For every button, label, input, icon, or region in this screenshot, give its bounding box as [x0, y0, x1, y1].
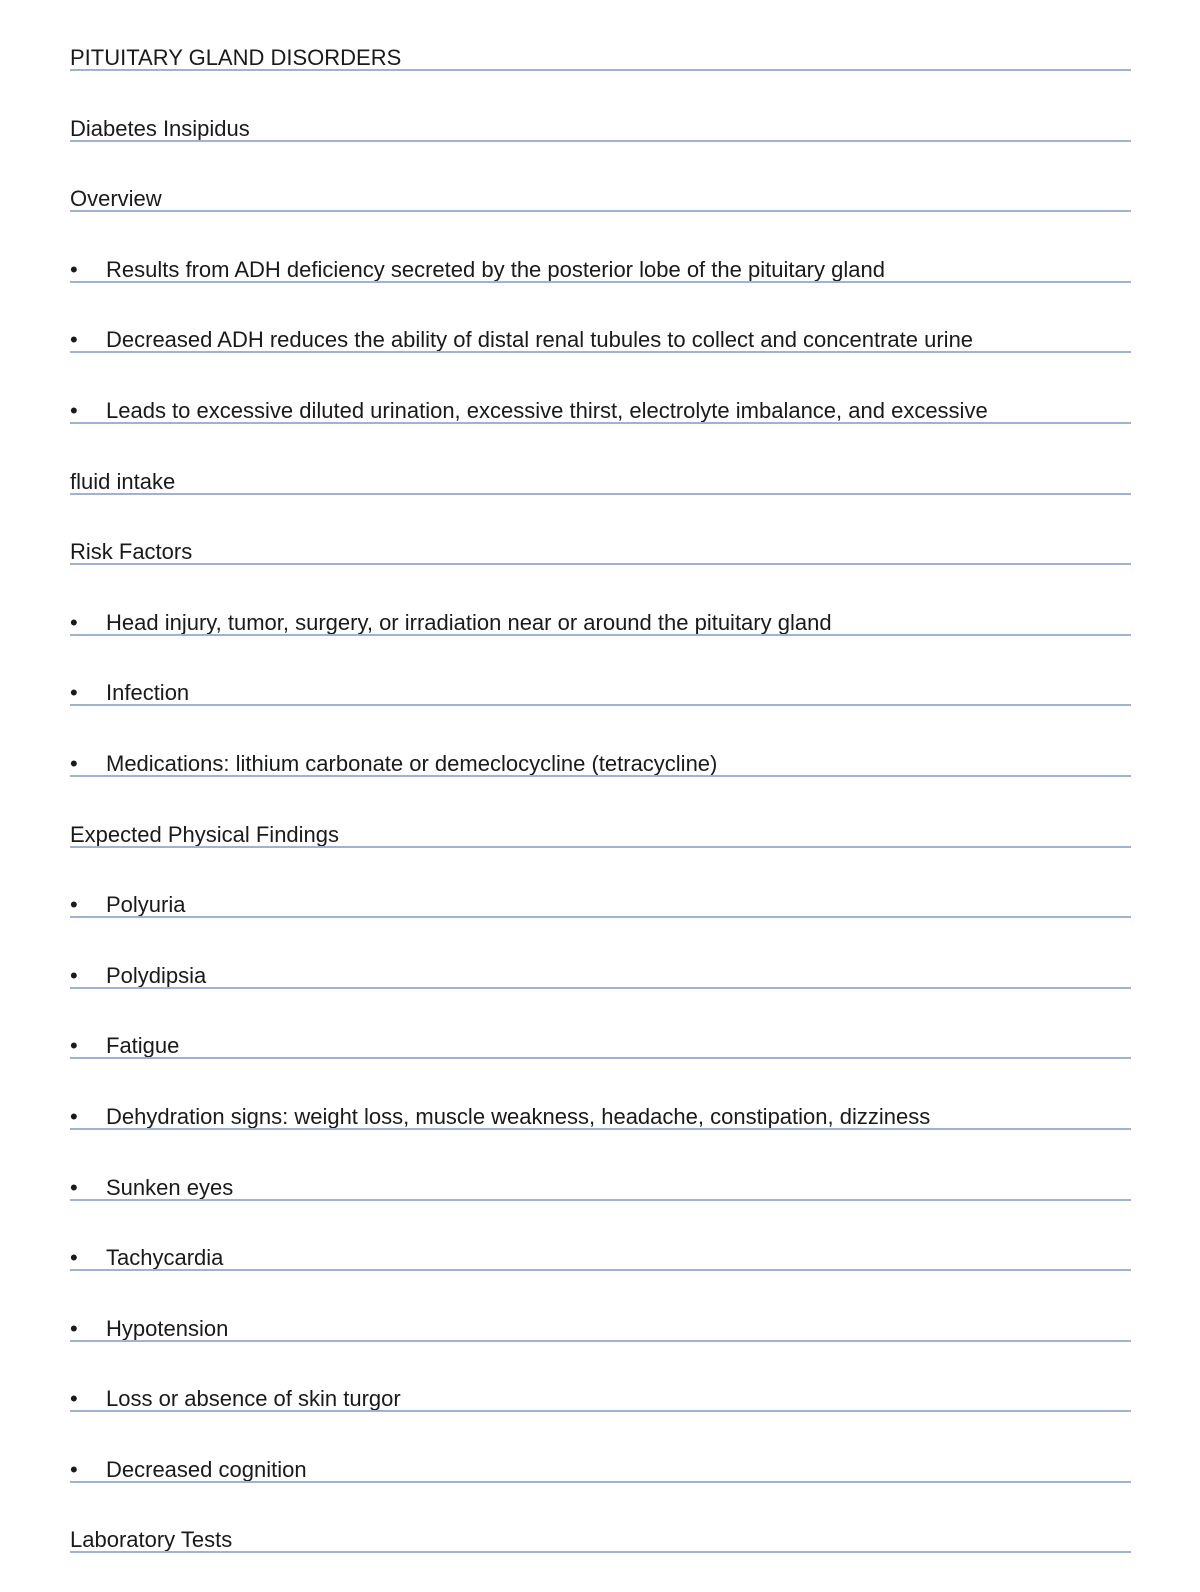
- topic-heading: Diabetes Insipidus: [70, 115, 250, 141]
- title-line: [70, 39, 1131, 110]
- section-heading-line: [70, 1521, 1131, 1592]
- laboratory-tests-heading: Laboratory Tests: [70, 1527, 233, 1553]
- list-item-text: Polydipsia: [106, 962, 207, 988]
- list-item-text: Decreased cognition: [106, 1456, 307, 1482]
- bullet-icon: •: [70, 1456, 78, 1482]
- bullet-icon: •: [70, 609, 78, 635]
- bullet-icon: •: [70, 1174, 78, 1200]
- list-item-continuation-text: fluid intake: [70, 468, 176, 494]
- list-item: [70, 1239, 1131, 1310]
- bullet-icon: •: [70, 327, 78, 353]
- list-item-text: Sunken eyes: [106, 1174, 234, 1200]
- bullet-icon: •: [70, 1103, 78, 1129]
- bullet-icon: •: [70, 1245, 78, 1271]
- list-item: [70, 1380, 1131, 1451]
- bullet-icon: •: [70, 1386, 78, 1412]
- list-item: [70, 886, 1131, 957]
- list-item-text: Fatigue: [106, 1033, 180, 1059]
- list-item-text: Tachycardia: [106, 1245, 224, 1271]
- section-heading-line: [70, 533, 1131, 604]
- list-item-text: Loss or absence of skin turgor: [106, 1386, 401, 1412]
- list-item-text: Medications: lithium carbonate or demeclocycline (tetracycline): [106, 750, 718, 776]
- bullet-icon: •: [70, 256, 78, 282]
- bullet-icon: •: [70, 962, 78, 988]
- list-item-text: Polyuria: [106, 892, 186, 918]
- bullet-icon: •: [70, 750, 78, 776]
- bullet-icon: •: [70, 1033, 78, 1059]
- list-item: [70, 251, 1131, 322]
- list-item: [70, 957, 1131, 1028]
- list-item: [70, 1098, 1131, 1169]
- list-item-continuation: [70, 463, 1131, 534]
- section-heading-line: [70, 180, 1131, 251]
- risk-factors-heading: Risk Factors: [70, 539, 193, 565]
- list-item-text: Head injury, tumor, surgery, or irradiation near or around the pituitary gland: [106, 609, 832, 635]
- section-heading-line: [70, 816, 1131, 887]
- bullet-icon: •: [70, 892, 78, 918]
- list-item-text: Dehydration signs: weight loss, muscle weakness, headache, constipation, dizziness: [106, 1103, 931, 1129]
- list-item: [70, 1169, 1131, 1240]
- subtitle-line: [70, 110, 1131, 181]
- list-item: [70, 674, 1131, 745]
- bullet-icon: •: [70, 680, 78, 706]
- list-item: [70, 1451, 1131, 1522]
- list-item-text: Infection: [106, 680, 190, 706]
- list-item: [70, 1027, 1131, 1098]
- bullet-icon: •: [70, 397, 78, 423]
- list-item-text: Hypotension: [106, 1315, 229, 1341]
- list-item: [70, 321, 1131, 392]
- list-item-text: Decreased ADH reduces the ability of distal renal tubules to collect and concentrate urine: [106, 327, 974, 353]
- list-item-text: Results from ADH deficiency secreted by the posterior lobe of the pituitary gland: [106, 256, 885, 282]
- list-item: [70, 1310, 1131, 1381]
- list-item-text: Leads to excessive diluted urination, excessive thirst, electrolyte imbalance, and excessive: [106, 397, 988, 423]
- list-item: [70, 392, 1131, 463]
- list-item: [70, 604, 1131, 675]
- overview-heading: Overview: [70, 186, 162, 212]
- bullet-icon: •: [70, 1315, 78, 1341]
- document-page: [70, 39, 1131, 1592]
- list-item: [70, 745, 1131, 816]
- expected-physical-findings-heading: Expected Physical Findings: [70, 821, 340, 847]
- document-title: PITUITARY GLAND DISORDERS: [70, 45, 402, 70]
